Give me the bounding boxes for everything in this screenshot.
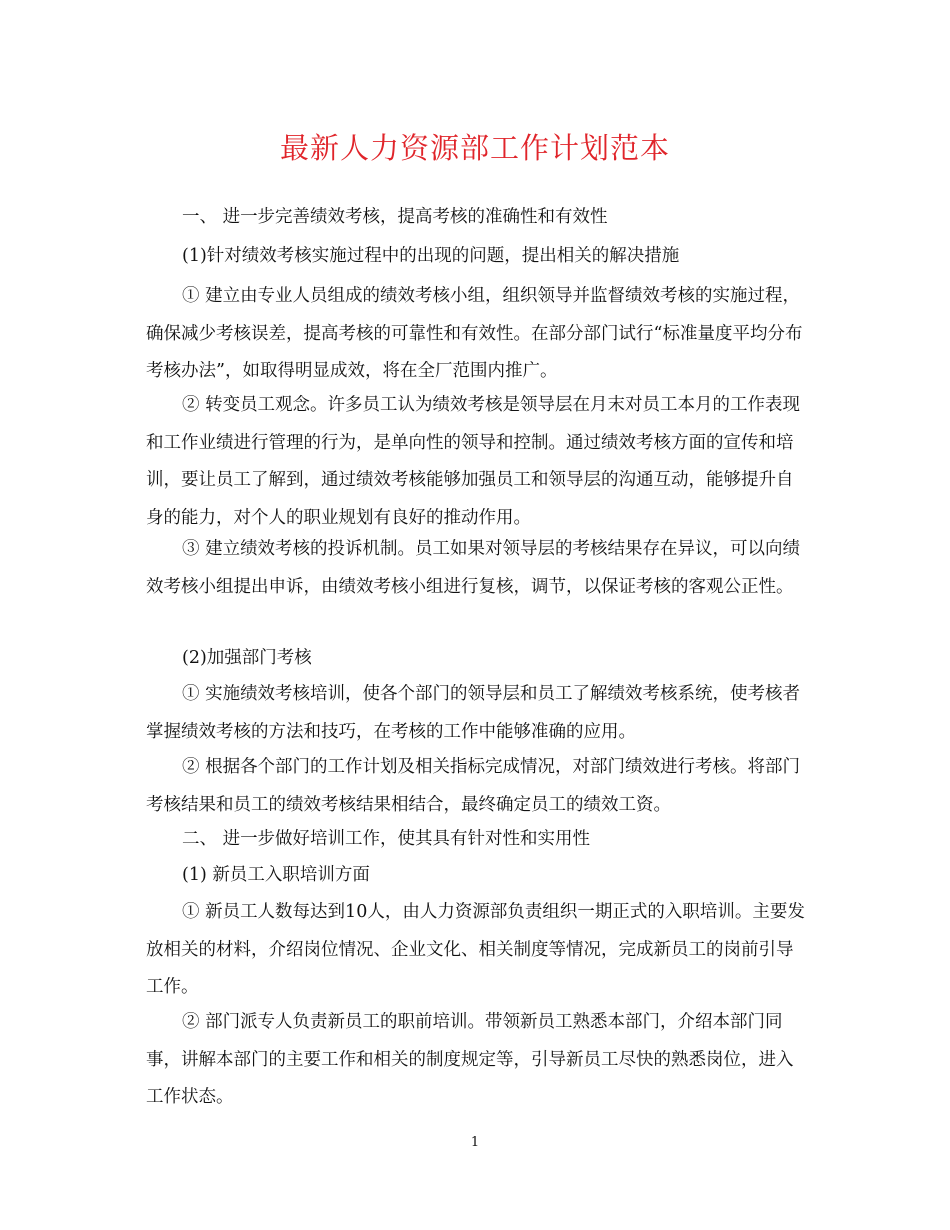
paragraph-6: ① 新员工人数每达到10人，由人力资源部负责组织一期正式的入职培训。主要发放相关的材料，介绍岗位情况、企业文化、相关制度等情况，完成新员工的岗前引导工作。 xyxy=(146,902,805,997)
paragraph-7: ② 部门派专人负责新员工的职前培训。带领新员工熟悉本部门，介绍本部门同事，讲解本部门的主要工作和相关的制度规定等，引导新员工尽快的熟悉岗位，进入工作状态。 xyxy=(146,1012,794,1107)
document-title: 最新人力资源部工作计划范本 xyxy=(279,131,670,165)
page-number: 1 xyxy=(470,1135,480,1150)
subsection-heading-1-1: (1)针对绩效考核实施过程中的出现的问题，提出相关的解决措施 xyxy=(182,246,680,266)
paragraph-2: ② 转变员工观念。许多员工认为绩效考核是领导层在月末对员工本月的工作表现和工作业绩进行管理的行为，是单向性的领导和控制。通过绩效考核方面的宣传和培训，要让员工了解到，通过绩效考核能够加强员工和领导层的沟通互动，能够提升自身的能力，对个人的职业规划有良好的推动作用。 xyxy=(146,395,801,528)
paragraph-4: ① 实施绩效考核培训，使各个部门的领导层和员工了解绩效考核系统，使考核者掌握绩效考核的方法和技巧，在考核的工作中能够准确的应用。 xyxy=(146,684,801,742)
subsection-heading-2-1: (1) 新员工入职培训方面 xyxy=(182,865,370,885)
subsection-heading-1-2: (2)加强部门考核 xyxy=(182,648,312,668)
section-heading-1: 一、 进一步完善绩效考核，提高考核的准确性和有效性 xyxy=(182,207,608,227)
paragraph-5: ② 根据各个部门的工作计划及相关指标完成情况，对部门绩效进行考核。将部门考核结果和员工的绩效考核结果相结合，最终确定员工的绩效工资。 xyxy=(146,757,801,815)
paragraph-1: ① 建立由专业人员组成的绩效考核小组，组织领导并监督绩效考核的实施过程，确保减少考核误差，提高考核的可靠性和有效性。在部分部门试行“标准量度平均分布考核办法”，如取得明显成效，将在全厂范围内推广。 xyxy=(146,286,803,381)
paragraph-3: ③ 建立绩效考核的投诉机制。员工如果对领导层的考核结果存在异议，可以向绩效考核小组提出申诉，由绩效考核小组进行复核，调节，以保证考核的客观公正性。 xyxy=(146,539,801,597)
section-heading-2: 二、 进一步做好培训工作，使其具有针对性和实用性 xyxy=(182,829,591,849)
